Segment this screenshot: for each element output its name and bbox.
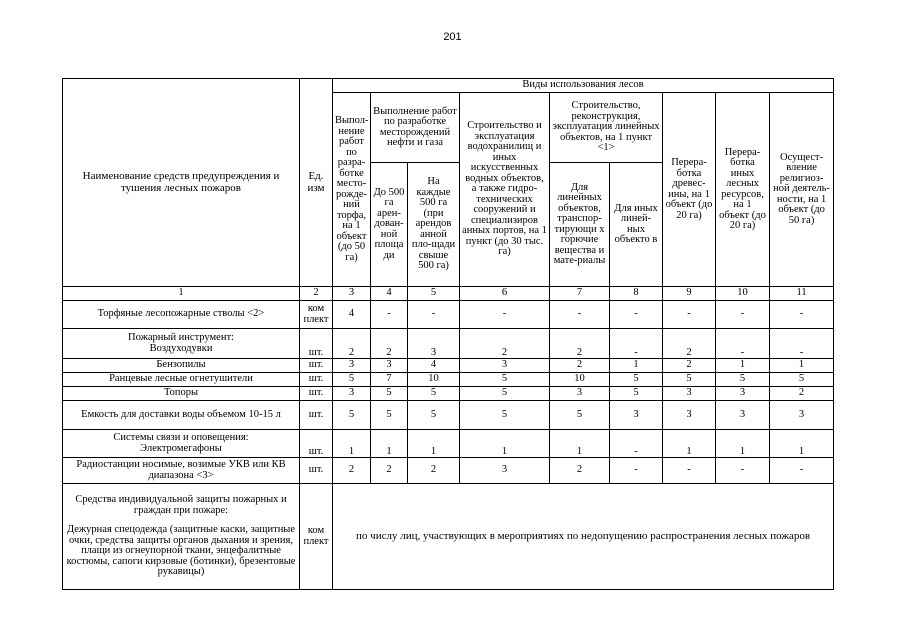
cell-value: 2	[770, 387, 834, 401]
cell-value: 4	[408, 359, 460, 373]
cell-value: 3	[371, 359, 408, 373]
cell-value: -	[770, 329, 834, 359]
cell-value: 1	[770, 430, 834, 458]
cell-value: 5	[371, 387, 408, 401]
cell-value: -	[610, 301, 663, 329]
cell-value: 3	[408, 329, 460, 359]
cell-value: -	[371, 301, 408, 329]
column-number: 7	[550, 287, 610, 301]
table-row	[63, 401, 834, 430]
row-unit: шт.	[300, 458, 333, 484]
equipment-table	[62, 78, 834, 590]
table-row	[63, 430, 834, 458]
table-row	[63, 359, 834, 373]
cell-value: 3	[663, 401, 716, 430]
cell-value: 3	[770, 401, 834, 430]
cell-value: 2	[550, 359, 610, 373]
cell-value: 3	[716, 387, 770, 401]
cell-value: 5	[460, 373, 550, 387]
cell-value: 5	[333, 373, 371, 387]
cell-value: 7	[371, 373, 408, 387]
row-name	[63, 484, 300, 590]
cell-value: 3	[333, 387, 371, 401]
column-number: 8	[610, 287, 663, 301]
header-name-column: Наименование средств предупреждения и тушения лесных пожаров	[63, 79, 300, 287]
cell-value: 2	[408, 458, 460, 484]
merged-note: по числу лиц, участвующих в мероприятиях по недопущению распространения лесных пожаров	[333, 484, 834, 590]
column-number: 1	[63, 287, 300, 301]
cell-value: 1	[716, 359, 770, 373]
cell-value: 1	[408, 430, 460, 458]
cell-value: 3	[460, 359, 550, 373]
cell-value: 5	[663, 373, 716, 387]
cell-value: 1	[550, 430, 610, 458]
row-unit: шт.	[300, 401, 333, 430]
column-number: 10	[716, 287, 770, 301]
cell-value: -	[550, 301, 610, 329]
cell-value: -	[610, 458, 663, 484]
cell-value: 1	[333, 430, 371, 458]
table-row	[63, 484, 834, 590]
cell-value: -	[663, 301, 716, 329]
row-item-label: Электромегафоны	[140, 442, 222, 454]
cell-value: 5	[610, 387, 663, 401]
cell-value: -	[716, 301, 770, 329]
cell-value: 3	[333, 359, 371, 373]
header-col-6: Строительство и эксплуатация водохранилищ и иных искусственных водных объектов, а также гидро-технических сооружений и специализиров анных портов, на 1 пункт (до 30 тыс. га)	[460, 93, 550, 287]
cell-value: 2	[371, 458, 408, 484]
header-oil-gas: Выполнение работ по разработке месторождений нефти и газа	[371, 93, 460, 163]
row-name	[63, 430, 300, 458]
cell-value: 5	[333, 401, 371, 430]
table-row	[63, 458, 834, 484]
header-col-8: Для иных линей-ных объекто в	[610, 163, 663, 287]
cell-value: 10	[550, 373, 610, 387]
row-unit: ком плект	[300, 301, 333, 329]
header-col-9: Перера-ботка древес-ины, на 1 объект (до 20 га)	[663, 93, 716, 287]
cell-value: 2	[550, 458, 610, 484]
cell-value: -	[408, 301, 460, 329]
header-col-5: На каждые 500 га (при арендов анной пло-щади свыше 500 га)	[408, 163, 460, 287]
row-name	[63, 329, 300, 359]
cell-value: 2	[333, 329, 371, 359]
table-row	[63, 329, 834, 359]
row-unit: шт.	[300, 359, 333, 373]
row-name: Бензопилы	[63, 359, 300, 373]
row-unit: шт.	[300, 329, 333, 359]
header-col-10: Перера-ботка иных лесных ресурсов, на 1 объект (до 20 га)	[716, 93, 770, 287]
table-row	[63, 301, 834, 329]
cell-value: 1	[610, 359, 663, 373]
header-col-4: До 500 га арен-дован-ной площа ди	[371, 163, 408, 287]
row-name: Емкость для доставки воды объемом 10-15 л	[63, 401, 300, 430]
cell-value: 3	[610, 401, 663, 430]
row-name: Торфяные лесопожарные стволы <2>	[63, 301, 300, 329]
table-row	[63, 373, 834, 387]
cell-value: 5	[770, 373, 834, 387]
cell-value: -	[770, 301, 834, 329]
cell-value: 1	[460, 430, 550, 458]
cell-value: -	[610, 430, 663, 458]
cell-value: 2	[663, 359, 716, 373]
cell-value: 5	[408, 401, 460, 430]
header-col-7: Для линейных объектов, транспор-тирующи х горючие вещества и матe-риалы	[550, 163, 610, 287]
row-unit: ком плект	[300, 484, 333, 590]
cell-value: 2	[663, 329, 716, 359]
row-item-label: Воздуходувки	[149, 342, 213, 354]
column-number: 2	[300, 287, 333, 301]
row-unit: шт.	[300, 373, 333, 387]
cell-value: -	[610, 329, 663, 359]
cell-value: 3	[460, 458, 550, 484]
cell-value: -	[663, 458, 716, 484]
column-number: 6	[460, 287, 550, 301]
cell-value: 4	[333, 301, 371, 329]
cell-value: 5	[716, 373, 770, 387]
header-unit-column: Ед. изм	[300, 79, 333, 287]
header-col-11: Осущест-вление религиоз-ной деятель-ности, на 1 объект (до 50 га)	[770, 93, 834, 287]
page-number: 201	[443, 31, 462, 43]
column-number: 5	[408, 287, 460, 301]
cell-value: 1	[371, 430, 408, 458]
column-number: 9	[663, 287, 716, 301]
cell-value: 3	[716, 401, 770, 430]
cell-value: 5	[408, 387, 460, 401]
cell-value: 3	[663, 387, 716, 401]
column-number: 11	[770, 287, 834, 301]
table-row	[63, 387, 834, 401]
cell-value: -	[716, 329, 770, 359]
column-numbers-row	[63, 287, 834, 301]
row-name: Топоры	[63, 387, 300, 401]
cell-value: 5	[460, 401, 550, 430]
row-group-label: Средства индивидуальной защиты пожарных и граждан при пожаре:	[75, 494, 287, 516]
cell-value: -	[460, 301, 550, 329]
cell-value: 10	[408, 373, 460, 387]
cell-value: 3	[550, 387, 610, 401]
cell-value: 1	[770, 359, 834, 373]
cell-value: -	[716, 458, 770, 484]
header-linear-objects: Строительство, реконструкция, эксплуатация линейных объектов, на 1 пункт <1>	[550, 93, 663, 163]
column-number: 4	[371, 287, 408, 301]
header-col-3: Выпол-нение работ по разра-ботке место-рожде-ний торфа, на 1 объект (до 50 га)	[333, 93, 371, 287]
row-group-label: Пожарный инструмент:	[128, 332, 234, 343]
row-unit: шт.	[300, 387, 333, 401]
cell-value: 5	[371, 401, 408, 430]
row-unit: шт.	[300, 430, 333, 458]
cell-value: 2	[550, 329, 610, 359]
cell-value: 1	[716, 430, 770, 458]
cell-value: 1	[663, 430, 716, 458]
row-name: Ранцевые лесные огнетушители	[63, 373, 300, 387]
row-item-label: Дежурная спецодежда (защитные каски, защитные очки, средства защиты органов дыхания и зрения, плащи из огнеупорной ткани, энцефалитные костюмы, сапоги кирзовые (ботинки), брезентовые рукавицы)	[66, 524, 296, 578]
cell-value: 5	[610, 373, 663, 387]
cell-value: 2	[371, 329, 408, 359]
cell-value: 5	[550, 401, 610, 430]
column-number: 3	[333, 287, 371, 301]
cell-value: 2	[333, 458, 371, 484]
row-name: Радиостанции носимые, возимые УКВ или КВ диапазона <3>	[63, 458, 300, 484]
cell-value: -	[770, 458, 834, 484]
cell-value: 5	[460, 387, 550, 401]
row-group-label: Системы связи и оповещения:	[113, 432, 249, 443]
header-forest-use-types: Виды использования лесов	[333, 79, 834, 93]
cell-value: 2	[460, 329, 550, 359]
